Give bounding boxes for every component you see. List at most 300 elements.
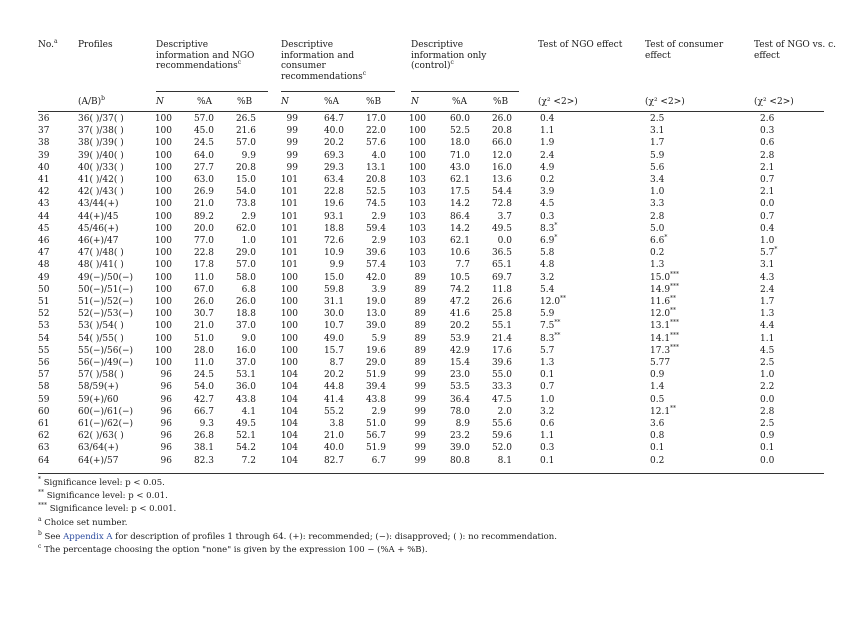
table-cell: 46(+)/47 (78, 236, 119, 246)
table-cell: 42.9 (449, 345, 470, 356)
table-cell: 55.1 (491, 321, 512, 332)
table-cell: 89 (414, 284, 426, 295)
table-cell: 100 (154, 223, 172, 234)
table-cell: 49 (38, 272, 50, 283)
table-cell: 22.8 (323, 187, 344, 198)
table-cell: 93.1 (323, 211, 344, 222)
table-cell: 21.0 (193, 199, 214, 210)
table-cell: 54.4 (491, 187, 512, 198)
table-cell: 99 (414, 455, 426, 466)
table-cell: 40( )/33( ) (78, 162, 124, 173)
table-cell: 29.0 (365, 358, 386, 368)
header-consumer-recommendations: Descriptive information and consumer recommendations$^c$ (281, 40, 367, 82)
table-cell: 104 (280, 382, 298, 393)
table-cell: 15.4 (449, 358, 470, 368)
table-cell: 64.7 (323, 114, 344, 124)
table-cell: 5.9 (540, 309, 555, 320)
table-cell: 65.1 (491, 260, 512, 271)
table-cell: 7.5** (540, 319, 561, 332)
table-cell: 53.1 (235, 370, 256, 381)
table-cell: 2.4 (760, 284, 775, 295)
table-cell: 0.2 (650, 248, 665, 259)
table-cell: 40.0 (323, 126, 344, 137)
table-cell: 103 (408, 223, 426, 234)
header-bottom-rule (38, 111, 824, 112)
table-cell: 100 (154, 187, 172, 198)
table-cell: 24.5 (193, 370, 214, 381)
table-cell: 52.0 (491, 443, 512, 454)
subheader-pa-3: %A (452, 97, 468, 107)
table-cell: 5.8 (540, 248, 555, 259)
table-cell: 99 (286, 114, 298, 124)
table-cell: 63 (38, 443, 50, 454)
table-cell: 31.1 (323, 297, 344, 307)
table-cell: 28.0 (193, 345, 214, 356)
table-cell: 2.6 (760, 114, 775, 124)
table-cell: 13.6 (491, 175, 512, 185)
table-cell: 17.5 (449, 187, 470, 198)
table-cell: 100 (154, 309, 172, 320)
table-cell: 96 (160, 394, 172, 405)
table-cell: 0.4 (760, 223, 775, 234)
table-cell: 100 (154, 126, 172, 137)
table-cell: 100 (154, 114, 172, 124)
table-cell: 0.2 (650, 455, 665, 466)
table-cell: 36 (38, 114, 50, 124)
table-cell: 55.2 (323, 406, 344, 417)
table-cell: 17.8 (193, 260, 214, 271)
table-cell: 2.8 (760, 150, 775, 161)
table-bottom-rule (38, 473, 824, 474)
table-cell: 3.6 (650, 419, 665, 429)
table-cell: 56 (38, 358, 50, 368)
table-cell: 69.3 (323, 150, 344, 161)
table-cell: 100 (154, 260, 172, 271)
table-cell: 8.1 (497, 455, 512, 466)
table-cell: 0.0 (760, 394, 775, 405)
footnote-profiles: $^b$ See Appendix A for description of profiles 1 through 64. (+): recommended; (−): disapproved; ( ): no recommendation. (38, 530, 557, 542)
table-cell: 99 (286, 126, 298, 137)
table-cell: 21.6 (235, 126, 256, 137)
table-cell: 57.0 (235, 138, 256, 149)
table-cell: 53( )/54( ) (78, 321, 124, 332)
table-cell: 3.2 (540, 406, 555, 417)
table-cell: 0.2 (540, 175, 555, 185)
table-cell: 103 (408, 248, 426, 259)
table-cell: 54.0 (193, 382, 214, 393)
table-cell: 104 (280, 443, 298, 454)
table-cell: 11.6** (650, 295, 677, 307)
table-cell: 37.0 (235, 358, 256, 368)
table-cell: 16.0 (235, 345, 256, 356)
table-cell: 3.8 (329, 419, 344, 429)
table-cell: 89 (414, 333, 426, 344)
table-cell: 26.0 (193, 297, 214, 307)
table-cell: 17.0 (365, 114, 386, 124)
table-cell: 20.2 (323, 138, 344, 149)
table-cell: 103 (408, 199, 426, 210)
table-cell: 100 (408, 162, 426, 173)
table-cell: 104 (280, 431, 298, 442)
table-cell: 51.9 (365, 370, 386, 381)
table-cell: 6.8 (241, 284, 256, 295)
table-cell: 104 (280, 370, 298, 381)
table-cell: 0.9 (650, 370, 665, 381)
table-cell: 17.3*** (650, 343, 680, 356)
table-cell: 23.2 (449, 431, 470, 442)
table-cell: 99 (414, 431, 426, 442)
table-cell: 39 (38, 150, 50, 161)
table-cell: 38.1 (193, 443, 214, 454)
table-cell: 30.7 (193, 309, 214, 320)
header-test-consumer-effect: Test of consumer effect (645, 40, 724, 61)
subheader-n-3: N (411, 97, 419, 107)
table-cell: 1.4 (650, 382, 665, 393)
table-cell: 57.0 (193, 114, 214, 124)
table-cell: 103 (408, 211, 426, 222)
table-cell: 96 (160, 431, 172, 442)
table-cell: 100 (154, 248, 172, 259)
table-cell: 74.2 (449, 284, 470, 295)
table-cell: 49.0 (323, 333, 344, 344)
group-rule-consumer (281, 91, 395, 92)
subheader-n-2: N (281, 97, 289, 107)
subheader-pb-1: %B (237, 97, 253, 107)
table-cell: 20.0 (193, 223, 214, 234)
table-cell: 89 (414, 297, 426, 307)
table-cell: 2.8 (760, 406, 775, 417)
table-cell: 30.0 (323, 309, 344, 320)
table-cell: 18.8 (235, 309, 256, 320)
table-cell: 66.7 (193, 406, 214, 417)
table-cell: 103 (408, 236, 426, 246)
table-cell: 78.0 (449, 406, 470, 417)
table-cell: 100 (154, 236, 172, 246)
table-cell: 20.8 (235, 162, 256, 173)
table-cell: 15.7 (323, 345, 344, 356)
table-cell: 26.0 (491, 114, 512, 124)
table-cell: 10.7 (323, 321, 344, 332)
table-cell: 46 (38, 236, 50, 246)
table-cell: 101 (280, 199, 298, 210)
table-cell: 57 (38, 370, 50, 381)
table-cell: 0.8 (650, 431, 665, 442)
table-cell: 103 (408, 175, 426, 185)
table-cell: 51.0 (365, 419, 386, 429)
table-cell: 6.7 (371, 455, 386, 466)
table-cell: 100 (408, 138, 426, 149)
table-cell: 13.1*** (650, 319, 680, 332)
table-cell: 100 (154, 297, 172, 307)
header-control: Descriptive information only (control)$^c$ (411, 40, 487, 71)
table-cell: 26.0 (235, 297, 256, 307)
table-cell: 51 (38, 297, 50, 307)
table-cell: 60(−)/61(−) (78, 406, 134, 417)
footnote-significance-001: *** Significance level: p < 0.001. (38, 502, 177, 514)
table-cell: 20.8 (491, 126, 512, 137)
subheader-pb-3: %B (493, 97, 509, 107)
table-cell: 0.0 (760, 199, 775, 210)
table-cell: 16.0 (491, 162, 512, 173)
table-cell: 73.8 (235, 199, 256, 210)
table-cell: 89.2 (193, 211, 214, 222)
table-cell: 5.9 (650, 150, 665, 161)
table-cell: 2.0 (497, 406, 512, 417)
subheader-chi-1: (χ² <2>) (538, 97, 578, 107)
table-cell: 99 (286, 162, 298, 173)
table-cell: 21.4 (491, 333, 512, 344)
table-cell: 53.9 (449, 333, 470, 344)
table-cell: 2.9 (241, 211, 256, 222)
table-cell: 100 (280, 309, 298, 320)
table-cell: 52(−)/53(−) (78, 309, 134, 320)
table-cell: 2.5 (760, 419, 775, 429)
table-cell: 2.9 (371, 236, 386, 246)
table-cell: 4.8 (540, 260, 555, 271)
table-cell: 103 (408, 260, 426, 271)
table-cell: 9.0 (241, 333, 256, 344)
subheader-chi-2: (χ² <2>) (645, 97, 685, 107)
table-cell: 99 (286, 138, 298, 149)
table-cell: 1.0 (760, 236, 775, 246)
table-cell: 15.0*** (650, 270, 680, 283)
table-cell: 42.7 (193, 394, 214, 405)
table-cell: 51.9 (365, 443, 386, 454)
table-cell: 5.0 (650, 223, 665, 234)
table-cell: 48 (38, 260, 50, 271)
table-cell: 42.0 (365, 272, 386, 283)
table-cell: 5.4 (540, 284, 555, 295)
table-cell: 4.9 (540, 162, 555, 173)
table-cell: 52.1 (235, 431, 256, 442)
table-cell: 39.4 (365, 382, 386, 393)
table-cell: 99 (414, 382, 426, 393)
header-profiles: Profiles (78, 40, 113, 50)
table-cell: 0.6 (540, 419, 555, 429)
table-cell: 47 (38, 248, 50, 259)
table-cell: 3.1 (650, 126, 665, 137)
table-cell: 2.1 (760, 162, 775, 173)
table-cell: 61(−)/62(−) (78, 419, 134, 429)
table-cell: 2.9 (371, 211, 386, 222)
header-ngo-recommendations: Descriptive information and NGO recommendations$^c$ (156, 40, 255, 71)
table-cell: 3.3 (650, 199, 665, 210)
table-cell: 1.3 (760, 309, 775, 320)
table-cell: 14.9*** (650, 282, 680, 295)
table-cell: 29.3 (323, 162, 344, 173)
header-test-ngo-vs-consumer: Test of NGO vs. c. effect (754, 40, 836, 61)
table-cell: 99 (414, 394, 426, 405)
table-cell: 18.8 (323, 223, 344, 234)
table-cell: 100 (280, 333, 298, 344)
table-cell: 40.0 (323, 443, 344, 454)
table-cell: 4.0 (371, 150, 386, 161)
table-cell: 36.4 (449, 394, 470, 405)
table-cell: 9.9 (241, 150, 256, 161)
table-cell: 100 (154, 211, 172, 222)
table-cell: 0.1 (540, 370, 555, 381)
table-cell: 89 (414, 345, 426, 356)
table-cell: 96 (160, 443, 172, 454)
table-cell: 0.1 (650, 443, 665, 454)
table-cell: 59.8 (323, 284, 344, 295)
table-cell: 45 (38, 223, 50, 234)
table-cell: 1.1 (540, 126, 555, 137)
table-cell: 47( )/48( ) (78, 248, 124, 259)
table-cell: 41( )/42( ) (78, 175, 124, 185)
table-cell: 5.7* (760, 246, 778, 259)
table-cell: 15.0 (323, 272, 344, 283)
table-cell: 100 (154, 345, 172, 356)
table-cell: 44 (38, 211, 50, 222)
table-cell: 4.4 (760, 321, 775, 332)
table-cell: 21.0 (193, 321, 214, 332)
table-cell: 104 (280, 455, 298, 466)
table-cell: 52.5 (449, 126, 470, 137)
table-cell: 39.0 (449, 443, 470, 454)
table-cell: 56(−)/49(−) (78, 358, 134, 368)
table-cell: 12.1** (650, 404, 677, 417)
table-cell: 1.3 (540, 358, 555, 368)
table-cell: 18.0 (449, 138, 470, 149)
table-cell: 43 (38, 199, 50, 210)
table-cell: 14.1*** (650, 331, 680, 344)
footnote-significance-05: * Significance level: p < 0.05. (38, 476, 165, 488)
table-cell: 56.7 (365, 431, 386, 442)
table-cell: 100 (154, 358, 172, 368)
table-cell: 101 (280, 236, 298, 246)
table-cell: 100 (154, 321, 172, 332)
subheader-chi-3: (χ² <2>) (754, 97, 794, 107)
footnote-none-option: $^c$ The percentage choosing the option "none" is given by the expression 100 − (%A + %B). (38, 543, 428, 555)
table-cell: 100 (280, 272, 298, 283)
table-cell: 101 (280, 175, 298, 185)
table-cell: 99 (414, 419, 426, 429)
table-cell: 63.4 (323, 175, 344, 185)
table-cell: 0.0 (497, 236, 512, 246)
table-cell: 57( )/58( ) (78, 370, 124, 381)
table-cell: 10.5 (449, 272, 470, 283)
table-cell: 61 (38, 419, 50, 429)
table-cell: 8.3* (540, 221, 558, 234)
subheader-pa-2: %A (324, 97, 340, 107)
table-cell: 43/44(+) (78, 199, 119, 210)
table-cell: 54 (38, 333, 50, 344)
table-cell: 57.6 (365, 138, 386, 149)
table-cell: 52 (38, 309, 50, 320)
table-cell: 64.0 (193, 150, 214, 161)
table-cell: 54.2 (235, 443, 256, 454)
table-cell: 96 (160, 406, 172, 417)
table-cell: 100 (154, 175, 172, 185)
table-cell: 1.9 (540, 138, 555, 149)
table-cell: 55.6 (491, 419, 512, 429)
table-cell: 26.8 (193, 431, 214, 442)
table-cell: 1.1 (540, 431, 555, 442)
table-cell: 62.1 (449, 175, 470, 185)
table-cell: 100 (280, 345, 298, 356)
table-cell: 1.0 (650, 187, 665, 198)
table-cell: 7.7 (455, 260, 470, 271)
table-cell: 100 (408, 150, 426, 161)
table-cell: 26.5 (235, 114, 256, 124)
table-cell: 36.0 (235, 382, 256, 393)
table-cell: 104 (280, 394, 298, 405)
table-cell: 19.0 (365, 297, 386, 307)
table-cell: 96 (160, 419, 172, 429)
table-cell: 2.9 (371, 406, 386, 417)
table-cell: 0.4 (540, 114, 555, 124)
footnote-choice-set: $^a$ Choice set number. (38, 516, 128, 528)
table-cell: 63.0 (193, 175, 214, 185)
table-cell: 89 (414, 321, 426, 332)
table-cell: 96 (160, 382, 172, 393)
table-cell: 4.5 (760, 345, 775, 356)
table-cell: 57.4 (365, 260, 386, 271)
table-cell: 43.0 (449, 162, 470, 173)
table-cell: 58.0 (235, 272, 256, 283)
table-cell: 69.7 (491, 272, 512, 283)
table-cell: 2.4 (540, 150, 555, 161)
table-cell: 96 (160, 370, 172, 381)
table-cell: 49(−)/50(−) (78, 272, 134, 283)
table-cell: 14.2 (449, 223, 470, 234)
table-cell: 41.6 (449, 309, 470, 320)
table-cell: 1.3 (650, 260, 665, 271)
table-cell: 62.0 (235, 223, 256, 234)
table-cell: 10.6 (449, 248, 470, 259)
table-cell: 1.7 (650, 138, 665, 149)
table-cell: 101 (280, 187, 298, 198)
table-cell: 39( )/40( ) (78, 150, 124, 161)
table-cell: 100 (154, 284, 172, 295)
table-cell: 77.0 (193, 236, 214, 246)
table-cell: 59(+)/60 (78, 394, 119, 405)
table-cell: 100 (280, 284, 298, 295)
table-cell: 49.5 (491, 223, 512, 234)
table-cell: 0.1 (760, 443, 775, 454)
subheader-ab: $(A/B)^b$ (78, 95, 106, 107)
table-cell: 14.2 (449, 199, 470, 210)
table-cell: 100 (408, 126, 426, 137)
table-cell: 104 (280, 406, 298, 417)
header-no: No.$^a$ (38, 38, 58, 50)
table-cell: 101 (280, 211, 298, 222)
table-cell: 5.77 (650, 358, 671, 368)
table-cell: 3.1 (760, 260, 775, 271)
appendix-a-link[interactable]: Appendix A (63, 532, 113, 542)
table-cell: 10.9 (323, 248, 344, 259)
table-cell: 100 (280, 297, 298, 307)
table-cell: 3.7 (497, 211, 512, 222)
table-cell: 1.1 (760, 333, 775, 344)
table-cell: 12.0** (650, 307, 677, 320)
header-test-ngo-effect: Test of NGO effect (538, 40, 623, 50)
table-cell: 66.0 (491, 138, 512, 149)
table-cell: 55.0 (491, 370, 512, 381)
table-cell: 6.6* (650, 234, 668, 246)
table-cell: 59.6 (491, 431, 512, 442)
table-cell: 0.0 (760, 455, 775, 466)
table-cell: 37 (38, 126, 50, 137)
table-cell: 2.5 (760, 358, 775, 368)
table-cell: 26.9 (193, 187, 214, 198)
table-cell: 36( )/37( ) (78, 114, 124, 124)
table-cell: 1.0 (540, 394, 555, 405)
subheader-n-1: N (156, 97, 164, 107)
table-cell: 3.9 (371, 284, 386, 295)
table-cell: 9.3 (199, 419, 214, 429)
